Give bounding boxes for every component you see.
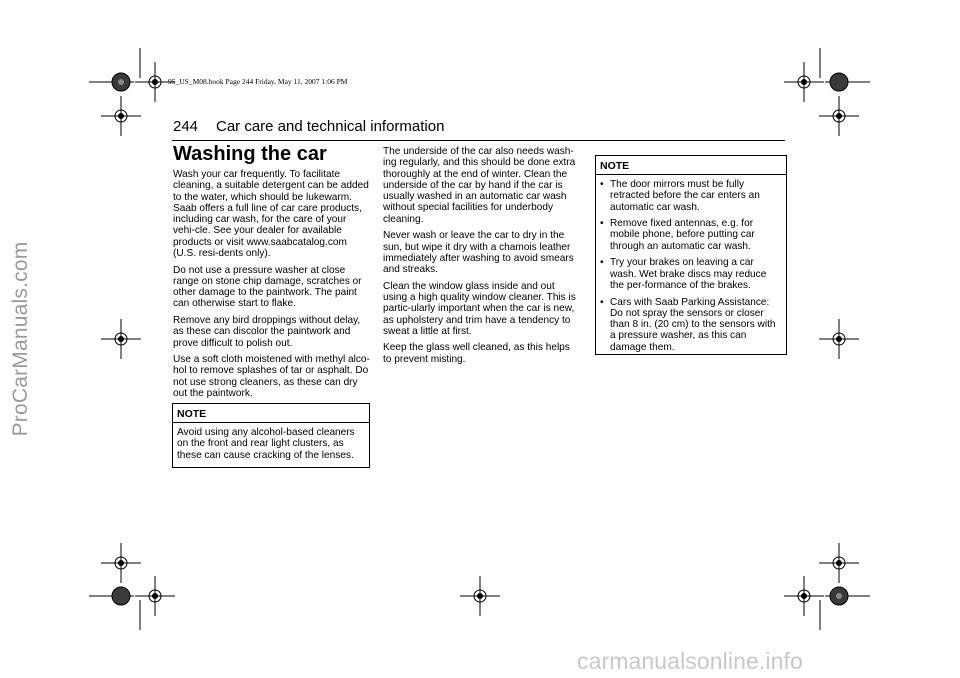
list-item-text: Remove fixed antennas, e.g. for mobile phone, before putting car through an automatic car wash. — [610, 218, 755, 252]
paragraph: Wash your car frequently. To facilitate cleaning, a suitable detergent can be added to the water, which should be lukewarm. Saab offers a full line of car care products, including car wash, for the care of your vehi-cle. See your dealer for available products or visit www.saabcatalog.com (U.S. resi-dents only). — [173, 169, 369, 260]
bottom-watermark: carmanualsonline.info — [577, 648, 803, 674]
running-title: Car care and technical information — [216, 118, 445, 135]
page-number: 244 — [173, 118, 199, 135]
paragraph: Clean the window glass inside and out using a high quality window cleaner. This is partic-ularly important when the car is new, as upholstery and trim have a tendency to sweat a little at first. — [383, 280, 576, 337]
note-list-container — [596, 175, 786, 361]
list-item — [600, 257, 782, 291]
paragraph: Keep the glass well cleaned, as this helps to prevent misting. — [383, 342, 570, 365]
list-item — [600, 218, 782, 252]
list-item-text: The door mirrors must be fully retracted before the car enters an automatic car wash. — [610, 179, 760, 213]
middle-column — [383, 146, 581, 370]
bullet-icon: • — [600, 257, 604, 269]
paragraph: The underside of the car also needs wash-ing regularly, and this should be done extra thoroughly at the end of winter. Clean the underside of the car by hand if the car is usually washed in an automatic car wash without special facilities for underbody cleaning. — [383, 146, 576, 225]
left-column — [173, 169, 370, 404]
note-box-car-wash — [595, 155, 787, 355]
note-list — [600, 179, 782, 353]
section-heading: Washing the car — [173, 143, 327, 165]
paragraph: Use a soft cloth moistened with methyl alco-hol to remove splashes of tar or asphalt. Do not use strong cleaners, as these can dry out the paintwork. — [173, 354, 370, 399]
note-title: NOTE — [177, 408, 207, 420]
header-rule — [172, 140, 785, 141]
paragraph: Do not use a pressure washer at close range on stone chip damage, scratches or other damage to the paintwork. The paint can otherwise start to flake. — [173, 264, 362, 310]
list-item-text: Cars with Saab Parking Assistance: Do not spray the sensors or closer than 8 in. (20 cm) to the sensors with a pressure washer, as this can damage them. — [610, 296, 776, 353]
paragraph: Remove any bird droppings without delay, as these can discolor the paintwork and prove difficult to polish out. — [173, 314, 361, 349]
list-item-text: Try your brakes on leaving a car wash. Wet brake discs may reduce the per-formance of the brakes. — [610, 257, 767, 291]
bullet-icon: • — [600, 218, 604, 230]
book-file-line: 95_US_M08.book Page 244 Friday, May 11, 2007 1:06 PM — [168, 77, 348, 86]
bullet-icon: • — [600, 296, 604, 308]
note-box-lenses — [172, 403, 370, 468]
list-item — [600, 297, 782, 353]
note-text: Avoid using any alcohol-based cleaners on the front and rear light clusters, as these can cause cracking of the lenses. — [177, 427, 355, 461]
side-watermark: ProCarManuals.com — [9, 241, 32, 437]
paragraph: Never wash or leave the car to dry in the sun, but wipe it dry with a chamois leather immediately after washing to avoid smears and streaks. — [383, 230, 574, 276]
note-title: NOTE — [600, 160, 630, 172]
bullet-icon: • — [600, 179, 604, 190]
list-item — [600, 179, 782, 213]
